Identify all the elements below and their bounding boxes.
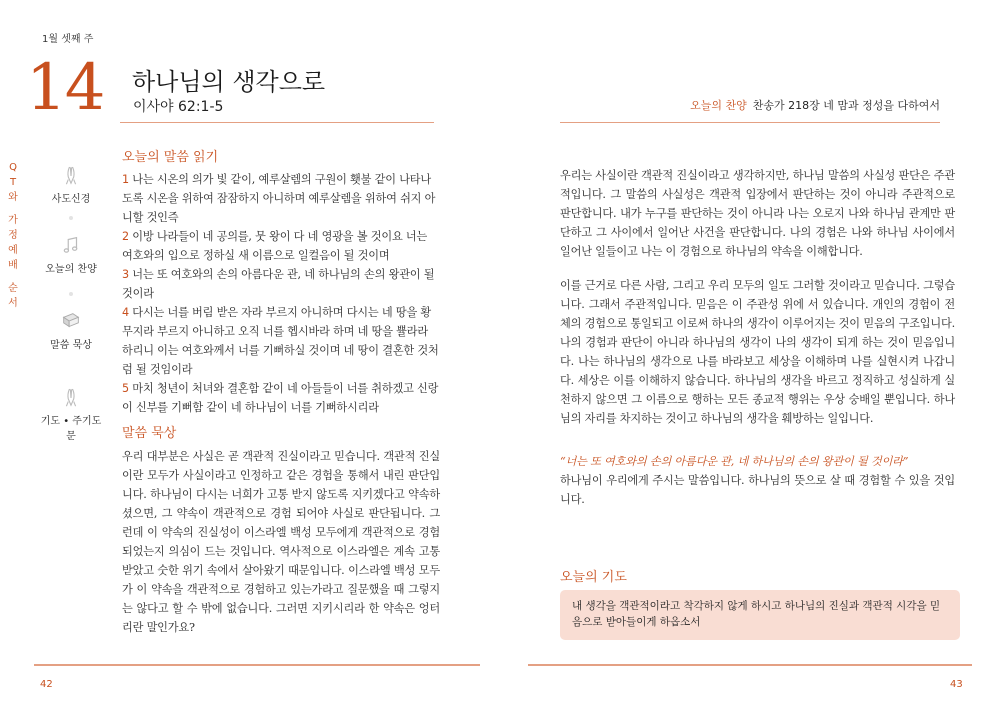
verse-number: 2 (122, 230, 129, 243)
page-title: 하나님의 생각으로 (132, 68, 326, 96)
right-paragraph-2: 이를 근거로 다른 사람, 그리고 우리 모두의 일도 그러할 것이라고 믿습니다. 그렇습니다. 그래서 주관적입니다. 믿음은 이 주관성 위에 서 있습니다. 개인의 경험이 전체의 경험으로 통일되고 이로써 하나의 생각이 이루어지는 것이 믿음의 구조입니다. 나의 경험과 판단이 아니라 하나님의 생각이 나의 생각이 되게 하는 것이 믿음입니다. 나는 하나님의 생각으로 나를 바라보고 세상을 이해하며 나를 실현시켜 나갑니다. 세상은 이를 이해하지 않습니다. 하나님의 생각을 바르고 정직하고 성실하게 실천하지 않으면 그 이름으로 행하는 모든 종교적 행위는 우상 숭배일 뿐입니다. 하나님의 자리를 차지하는 것이고 하나님의 생각을 훼방하는 일입니다. (560, 279, 955, 425)
qt-gap (6, 273, 20, 281)
verse-text: 이방 나라들이 네 공의를, 뭇 왕이 다 네 영광을 볼 것이요 너는 여호와의 입으로 정하실 새 이름으로 일컬음이 될 것이며 (122, 230, 428, 262)
quote-followup: 하나님이 우리에게 주시는 말씀입니다. 하나님의 뜻으로 살 때 경험할 수 있을 것입니다. (560, 474, 955, 506)
qt-vertical-label (6, 160, 20, 311)
page-number-left: 42 (40, 679, 53, 690)
verse-text: 너는 또 여호와의 손의 아름다운 관, 네 하나님의 손의 왕관이 될 것이라 (122, 268, 435, 300)
verse (122, 170, 440, 227)
scripture-quote: “너는 또 여호와의 손의 아름다운 관, 네 하나님의 손의 왕관이 될 것이라” (560, 455, 909, 468)
sidebar-item-label: 기도 • 주기도문 (40, 416, 102, 442)
header-rule-left (120, 122, 434, 123)
meditation-text: 우리 대부분은 사실은 곧 객관적 진실이라고 믿습니다. 객관적 진실이란 모두가 사실이라고 인정하고 같은 경험을 통해서 내린 판단입니다. 하나님이 다시는 너희가 고통 받지 않도록 지키겠다고 약속하셨으면, 그 약속이 객관적으로 경험 되어야 사실로 판단됩니다. 그런데 이 약속의 진실성이 이스라엘 백성 모두에게 객관적으로 경험 되었는지 의심이 드는 것입니다. 역사적으로 이스라엘은 계속 고통 받았고 숫한 위기 속에서 살아왔기 때문입니다. 이스라엘 백성 모두가 이 약속을 객관적으로 경험하고 있는가라고 질문했을 때 그렇지는 않다고 할 수 밖에 없습니다. 그러면 지키시리라 한 약속은 엉터리란 말인가요? (122, 450, 440, 634)
verse-text: 다시는 너를 버림 받은 자라 부르지 아니하며 다시는 네 땅을 황무지라 부르지 아니하고 오직 너를 헵시바라 하며 네 땅을 쁄라라 하리니 이는 여호와께서 너를 기뻐하실 것이며 네 땅이 결혼한 것처럼 될 것임이라 (122, 306, 439, 376)
verse-number: 3 (122, 268, 129, 281)
footer-rule-right (528, 664, 972, 666)
reading-heading: 오늘의 말씀 읽기 (122, 150, 219, 165)
qt-char: T (9, 177, 17, 188)
hymn-line (690, 97, 940, 113)
hymn-label: 오늘의 찬양 (690, 99, 747, 112)
qt-char: Q (9, 162, 17, 173)
verse-text: 나는 시온의 의가 빛 같이, 예루살렘의 구원이 횃불 같이 나타나도록 시온을 위하여 잠잠하지 아니하며 예루살렘을 위하여 쉬지 아니할 것인즉 (122, 173, 436, 224)
praying-hands-icon (60, 386, 82, 408)
qt-char: 가 (8, 215, 18, 226)
praying-hands-icon (60, 164, 82, 186)
qt-char: 서 (8, 298, 18, 309)
sidebar-item-meditation[interactable] (36, 310, 106, 351)
hymn-text: 찬송가 218장 네 맘과 정성을 다하여서 (752, 99, 940, 112)
prayer-heading: 오늘의 기도 (560, 570, 627, 585)
qt-char: 정 (8, 230, 18, 241)
nav-separator-dot (69, 292, 73, 296)
verse-number: 1 (122, 173, 129, 186)
verse (122, 227, 440, 265)
sidebar-item-label: 말씀 묵상 (50, 340, 92, 351)
scripture-reference: 이사야 62:1-5 (133, 99, 224, 115)
bible-book-icon (60, 310, 82, 332)
verse-text: 마치 청년이 처녀와 결혼함 같이 네 아들들이 너를 취하겠고 신랑이 신부를 기뻐함 같이 네 하나님이 너를 기뻐하시리라 (122, 382, 439, 414)
qt-char: 와 (8, 192, 18, 203)
meditation-heading: 말씀 묵상 (122, 426, 177, 441)
quote-block (560, 452, 955, 509)
sidebar-item-label: 사도신경 (51, 194, 91, 205)
music-note-icon (60, 234, 82, 256)
sidebar-item-prayer[interactable] (36, 386, 106, 442)
header-rule-right (560, 122, 940, 123)
sidebar-item-creed[interactable] (36, 164, 106, 205)
verse (122, 303, 440, 379)
verse-number: 4 (122, 306, 129, 319)
nav-separator-dot (69, 216, 73, 220)
qt-gap (6, 205, 20, 213)
page-number-right: 43 (950, 679, 963, 690)
verse (122, 265, 440, 303)
sidebar-item-hymn[interactable] (36, 234, 106, 275)
verse (122, 379, 440, 417)
verse-list (122, 170, 440, 417)
qt-char: 순 (8, 283, 18, 294)
qt-char: 배 (8, 260, 18, 271)
qt-char: 예 (8, 245, 18, 256)
right-paragraph-1: 우리는 사실이란 객관적 진실이라고 생각하지만, 하나님 말씀의 사실성 판단은 주관적입니다. 그 말씀의 사실성은 객관적 입장에서 판단하는 것이 아니라 주관적으로 판단합니다. 내가 누구를 판단하는 것이 아니라 나는 오로지 나와 하나님 관계만 판단하고 그 사이에서 일어난 사건을 판단합니다. 나의 경험은 나와 하나님 사이에서 일어난 일들이고 나는 이 경험으로 하나님의 약속을 이해합니다. (560, 169, 955, 258)
footer-rule-left (34, 664, 480, 666)
verse-number: 5 (122, 382, 129, 395)
day-number: 14 (26, 51, 104, 125)
week-label: 1월 셋째 주 (42, 34, 94, 45)
prayer-box: 내 생각을 객관적이라고 착각하지 않게 하시고 하나님의 진실과 객관적 시각을 믿음으로 받아들이게 하옵소서 (560, 590, 960, 640)
sidebar-item-label: 오늘의 찬양 (45, 264, 97, 275)
